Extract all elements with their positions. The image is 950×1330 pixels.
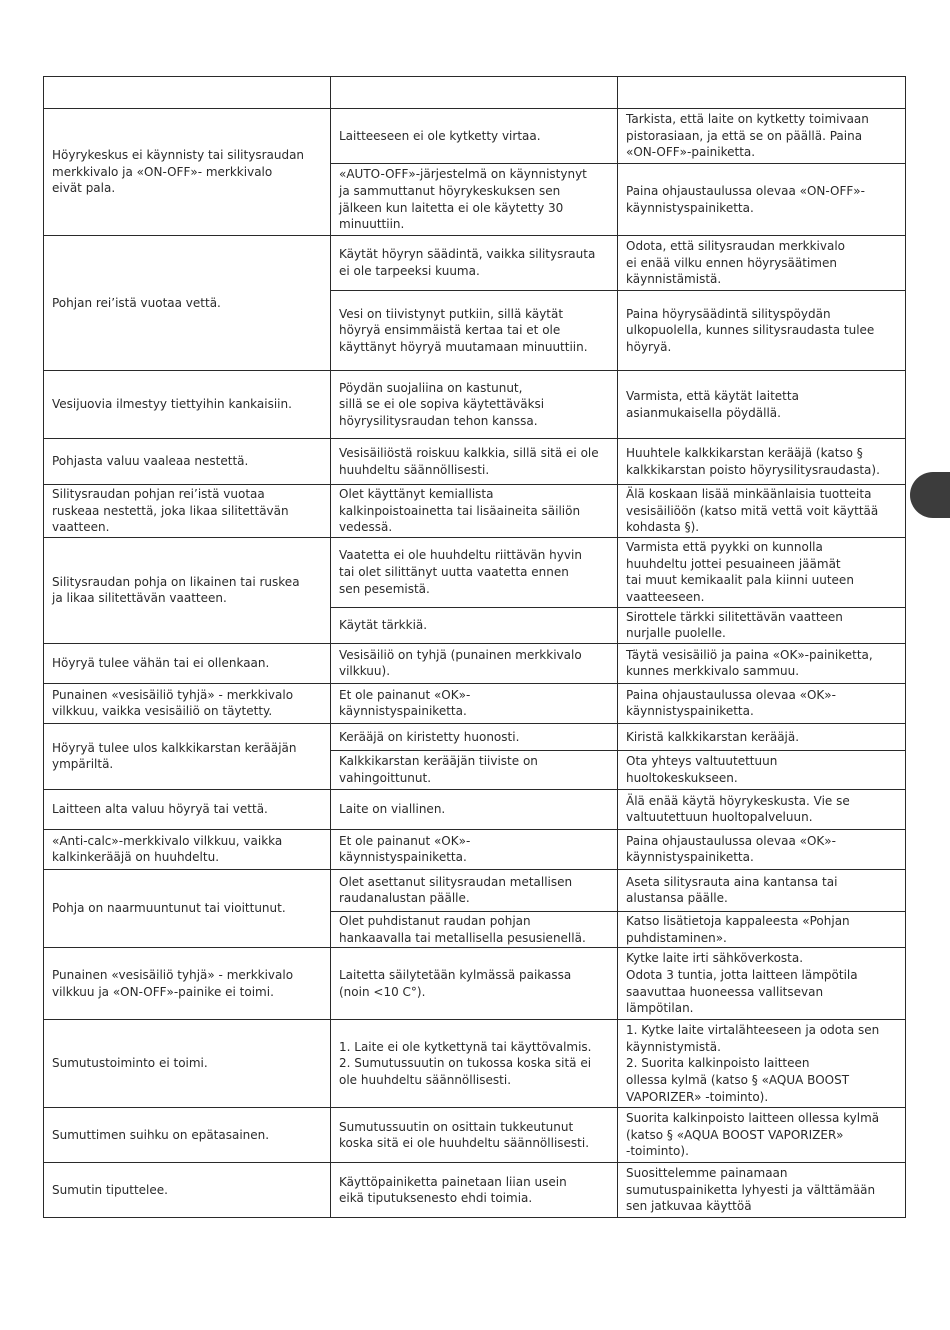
remedy-cell: Älä koskaan lisää minkäänlaisia tuotteita vesisäiliöön (katso mitä vettä voit käyttää kohdasta §).	[618, 485, 906, 538]
table-row	[44, 485, 906, 538]
problem-cell: Laitteen alta valuu höyryä tai vettä.	[44, 789, 331, 829]
table-row	[44, 643, 906, 683]
cause-cell: Olet käyttänyt kemiallista kalkinpoistoainetta tai lisäaineita säiliön vedessä.	[331, 485, 618, 538]
remedy-cell: Sirottele tärkki silitettävän vaatteen nurjalle puolelle.	[618, 607, 906, 643]
table-row	[44, 1020, 906, 1108]
table-row	[44, 109, 906, 164]
problem-cell: Punainen «vesisäiliö tyhjä» - merkkivalo vilkkuu, vaikka vesisäiliö on täytetty.	[44, 683, 331, 723]
cause-cell: Kalkkikarstan kerääjän tiiviste on vahingoittunut.	[331, 750, 618, 789]
problem-cell: Höyryä tulee vähän tai ei ollenkaan.	[44, 643, 331, 683]
problem-cell: Pohjasta valuu vaaleaa nestettä.	[44, 439, 331, 485]
problem-cell: Sumutustoiminto ei toimi.	[44, 1020, 331, 1108]
cause-cell: Laitetta säilytetään kylmässä paikassa (noin <10 C°).	[331, 948, 618, 1020]
table-row	[44, 723, 906, 750]
remedy-cell: Varmista että pyykki on kunnolla huuhdeltu jottei pesuaineen jäämät tai muut kemikaalit pala kiinni uuteen vaatteeseen.	[618, 537, 906, 607]
remedy-cell: Katso lisätietoja kappaleesta «Pohjan puhdistaminen».	[618, 911, 906, 947]
cause-cell: Käytät höyryn säädintä, vaikka silitysrauta ei ole tarpeeksi kuuma.	[331, 236, 618, 291]
section-tab-marker	[910, 472, 950, 518]
remedy-cell: Kytke laite irti sähköverkosta. Odota 3 tuntia, jotta laitteen lämpötila saavuttaa huoneessa vallitsevan lämpötilan.	[618, 948, 906, 1020]
table-row	[44, 1108, 906, 1163]
table-row	[44, 869, 906, 911]
cause-cell: Laitteeseen ei ole kytketty virtaa.	[331, 109, 618, 164]
table-row	[44, 829, 906, 869]
remedy-cell: Tarkista, että laite on kytketty toimivaan pistorasiaan, ja että se on päällä. Paina «ON-OFF»-painiketta.	[618, 109, 906, 164]
cause-cell: Kerääjä on kiristetty huonosti.	[331, 723, 618, 750]
remedy-cell: Paina ohjaustaulussa olevaa «OK»- käynnistyspainiketta.	[618, 829, 906, 869]
remedy-cell: Älä enää käytä höyrykeskusta. Vie se valtuutettuun huoltopalveluun.	[618, 789, 906, 829]
cause-cell: Vesisäiliö on tyhjä (punainen merkkivalo vilkkuu).	[331, 643, 618, 683]
remedy-cell: Odota, että silitysraudan merkkivalo ei enää vilku ennen höyrysäätimen käynnistämistä.	[618, 236, 906, 291]
problem-cell: Pohja on naarmuuntunut tai vioittunut.	[44, 869, 331, 947]
problem-cell: Silitysraudan pohjan rei’istä vuotaa ruskeaa nestettä, joka likaa silitettävän vaatteen.	[44, 485, 331, 538]
cause-cell: «AUTO-OFF»-järjestelmä on käynnistynyt ja sammuttanut höyrykeskuksen sen jälkeen kun laitetta ei ole käytetty 30 minuuttiin.	[331, 164, 618, 236]
remedy-cell: Suorita kalkinpoisto laitteen ollessa kylmä (katso § «AQUA BOOST VAPORIZER» -toiminto).	[618, 1108, 906, 1163]
header-problem	[44, 77, 331, 109]
problem-cell: Vesijuovia ilmestyy tiettyihin kankaisiin.	[44, 371, 331, 439]
problem-cell: Silitysraudan pohja on likainen tai ruskea ja likaa silitettävän vaatteen.	[44, 537, 331, 643]
remedy-cell: 1. Kytke laite virtalähteeseen ja odota sen käynnistymistä. 2. Suorita kalkinpoisto laitteen ollessa kylmä (katso § «AQUA BOOST VAPORIZER» -toiminto).	[618, 1020, 906, 1108]
remedy-cell: Paina ohjaustaulussa olevaa «OK»- käynnistyspainiketta.	[618, 683, 906, 723]
table-row	[44, 236, 906, 291]
table-row	[44, 948, 906, 1020]
cause-cell: 1. Laite ei ole kytkettynä tai käyttövalmis. 2. Sumutussuutin on tukossa koska sitä ei ole huuhdeltu säännöllisesti.	[331, 1020, 618, 1108]
header-cause	[331, 77, 618, 109]
cause-cell: Vesi on tiivistynyt putkiin, sillä käytät höyryä ensimmäistä kertaa tai et ole käyttänyt höyryä muutamaan minuuttiin.	[331, 291, 618, 371]
remedy-cell: Aseta silitysrauta aina kantansa tai alustansa päälle.	[618, 869, 906, 911]
remedy-cell: Huuhtele kalkkikarstan kerääjä (katso § kalkkikarstan poisto höyrysilitysraudasta).	[618, 439, 906, 485]
problem-cell: «Anti-calc»-merkkivalo vilkkuu, vaikka kalkinkerääjä on huuhdeltu.	[44, 829, 331, 869]
cause-cell: Vaatetta ei ole huuhdeltu riittävän hyvin tai olet silittänyt uutta vaatetta ennen sen pesemistä.	[331, 537, 618, 607]
cause-cell: Olet asettanut silitysraudan metallisen raudanalustan päälle.	[331, 869, 618, 911]
problem-cell: Sumutin tiputtelee.	[44, 1163, 331, 1218]
cause-cell: Et ole painanut «OK»- käynnistyspainiketta.	[331, 829, 618, 869]
header-row	[44, 77, 906, 109]
cause-cell: Pöydän suojaliina on kastunut, sillä se ei ole sopiva käytettäväksi höyrysilitysraudan tehon kanssa.	[331, 371, 618, 439]
cause-cell: Vesisäiliöstä roiskuu kalkkia, sillä sitä ei ole huuhdeltu säännöllisesti.	[331, 439, 618, 485]
table-row	[44, 683, 906, 723]
remedy-cell: Suosittelemme painamaan sumutuspainiketta lyhyesti ja välttämään sen jatkuvaa käyttöä	[618, 1163, 906, 1218]
remedy-cell: Kiristä kalkkikarstan kerääjä.	[618, 723, 906, 750]
problem-cell: Höyryä tulee ulos kalkkikarstan kerääjän ympäriltä.	[44, 723, 331, 789]
remedy-cell: Paina ohjaustaulussa olevaa «ON-OFF»- käynnistyspainiketta.	[618, 164, 906, 236]
cause-cell: Käyttöpainiketta painetaan liian usein eikä tiputuksenesto ehdi toimia.	[331, 1163, 618, 1218]
cause-cell: Laite on viallinen.	[331, 789, 618, 829]
remedy-cell: Ota yhteys valtuutettuun huoltokeskukseen.	[618, 750, 906, 789]
header-remedy	[618, 77, 906, 109]
cause-cell: Olet puhdistanut raudan pohjan hankaavalla tai metallisella pesusienellä.	[331, 911, 618, 947]
table-row	[44, 439, 906, 485]
table-row	[44, 371, 906, 439]
problem-cell: Höyrykeskus ei käynnisty tai silitysraudan merkkivalo ja «ON-OFF»- merkkivalo eivät pala.	[44, 109, 331, 236]
problem-cell: Sumuttimen suihku on epätasainen.	[44, 1108, 331, 1163]
remedy-cell: Täytä vesisäiliö ja paina «OK»-painiketta, kunnes merkkivalo sammuu.	[618, 643, 906, 683]
table-row	[44, 1163, 906, 1218]
troubleshooting-table	[43, 76, 906, 1218]
problem-cell: Punainen «vesisäiliö tyhjä» - merkkivalo vilkkuu ja «ON-OFF»-painike ei toimi.	[44, 948, 331, 1020]
table-body	[44, 77, 906, 1218]
remedy-cell: Paina höyrysäädintä silityspöydän ulkopuolella, kunnes silitysraudasta tulee höyryä.	[618, 291, 906, 371]
remedy-cell: Varmista, että käytät laitetta asianmukaisella pöydällä.	[618, 371, 906, 439]
cause-cell: Käytät tärkkiä.	[331, 607, 618, 643]
table-row	[44, 537, 906, 607]
problem-cell: Pohjan rei’istä vuotaa vettä.	[44, 236, 331, 371]
cause-cell: Et ole painanut «OK»- käynnistyspainiketta.	[331, 683, 618, 723]
cause-cell: Sumutussuutin on osittain tukkeutunut koska sitä ei ole huuhdeltu säännöllisesti.	[331, 1108, 618, 1163]
table-row	[44, 789, 906, 829]
